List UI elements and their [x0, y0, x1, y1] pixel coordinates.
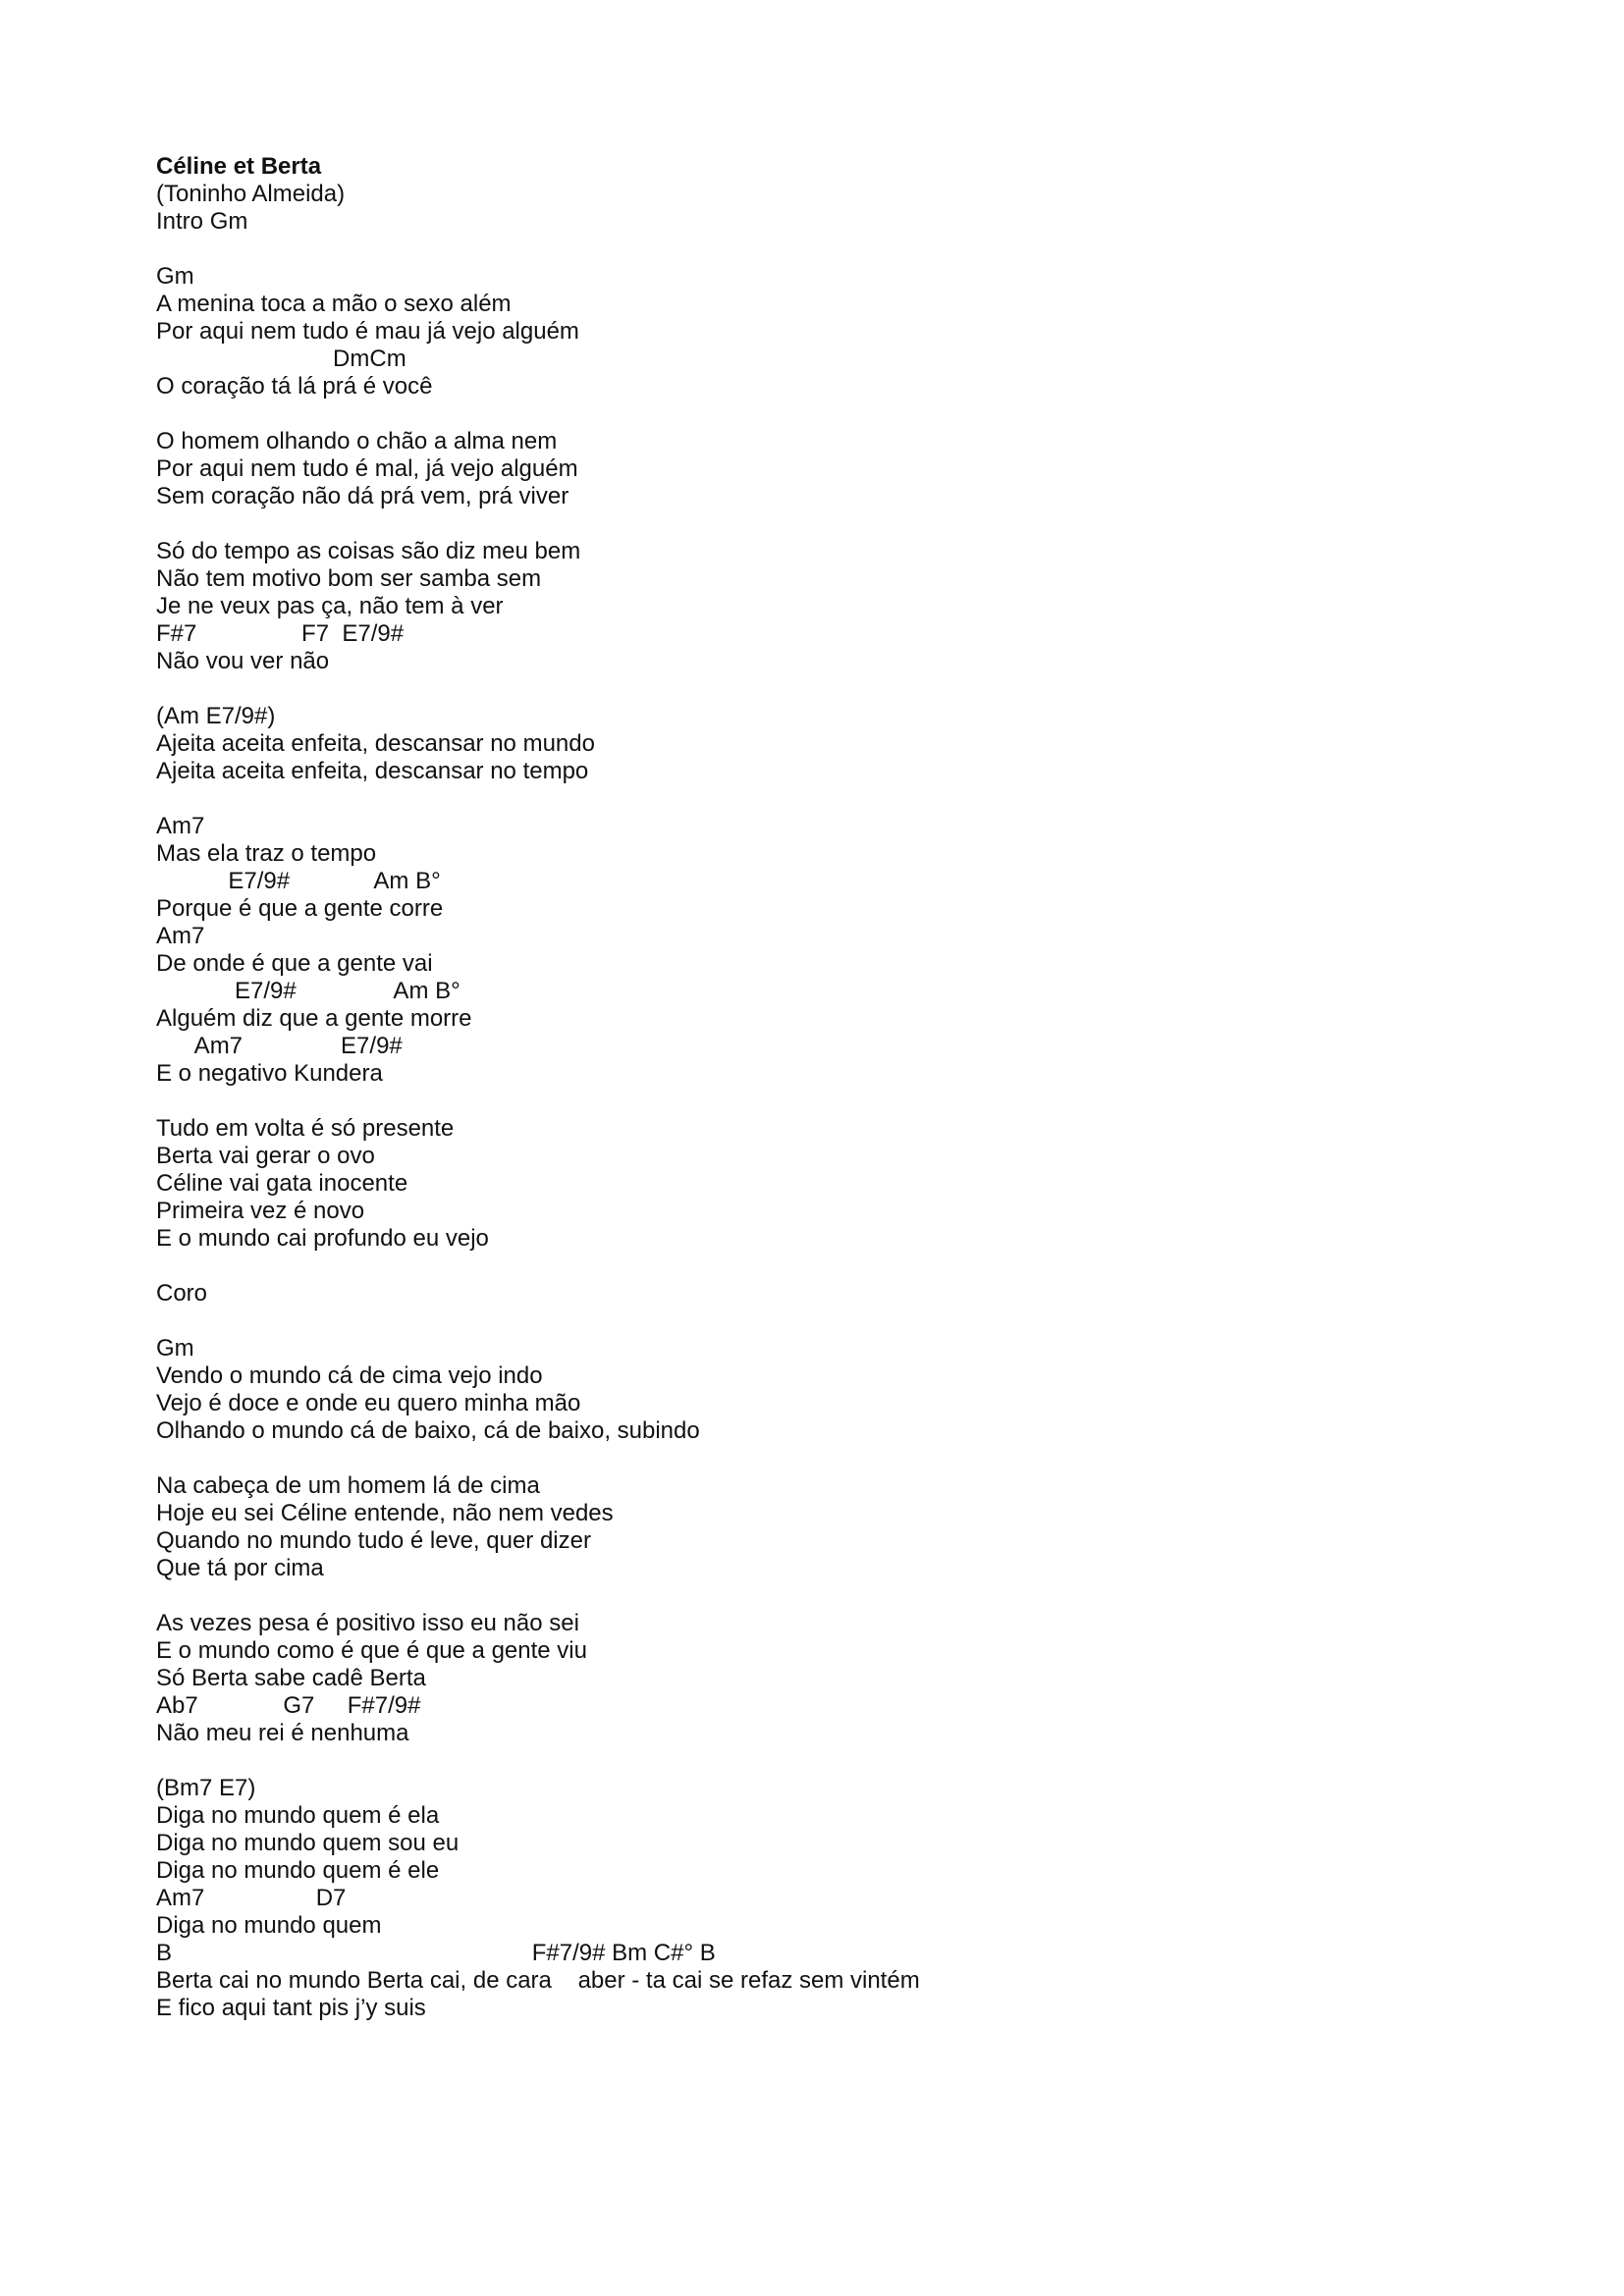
lyric-line: (Am E7/9#) — [156, 703, 276, 729]
lyric-line: Não meu rei é nenhuma — [156, 1720, 409, 1746]
lyric-line: Quando no mundo tudo é leve, quer dizer — [156, 1527, 591, 1554]
lyric-line: Am7 D7 — [156, 1885, 347, 1911]
lyric-line: A menina toca a mão o sexo além — [156, 291, 512, 317]
lyric-line: (Bm7 E7) — [156, 1775, 256, 1801]
lyric-line — [156, 400, 1531, 428]
lyric-line: Mas ela traz o tempo — [156, 840, 377, 867]
lyric-line: As vezes pesa é positivo isso eu não sei — [156, 1610, 579, 1636]
lyric-line: B F#7/9# Bm C#° B — [156, 1940, 716, 1966]
lyric-line: Coro — [156, 1280, 208, 1307]
lyric-line: Vejo é doce e onde eu quero minha mão — [156, 1390, 581, 1416]
lyric-line: Ajeita aceita enfeita, descansar no tempo — [156, 758, 589, 784]
lyric-line: Ajeita aceita enfeita, descansar no mundo — [156, 730, 595, 757]
lyric-line: Alguém diz que a gente morre — [156, 1005, 472, 1032]
chord-sheet — [156, 153, 1531, 2022]
lyric-line: Diga no mundo quem é ela — [156, 1802, 440, 1829]
lyric-line: O homem olhando o chão a alma nem — [156, 428, 558, 454]
lyric-line — [156, 675, 1531, 703]
lyric-line: Céline vai gata inocente — [156, 1170, 408, 1197]
lyric-line: E fico aqui tant pis j’y suis — [156, 1995, 426, 2021]
lyric-line: E7/9# Am B° — [156, 978, 460, 1004]
lyric-line: E o mundo cai profundo eu vejo — [156, 1225, 489, 1252]
lyric-line: E o mundo como é que é que a gente viu — [156, 1637, 587, 1664]
song-intro: Intro Gm — [156, 208, 248, 235]
lyric-line — [156, 1445, 1531, 1472]
lyric-line: E o negativo Kundera — [156, 1060, 383, 1087]
lyric-line: Berta vai gerar o ovo — [156, 1143, 375, 1169]
lyric-line: Am7 — [156, 923, 205, 949]
lyric-line: DmCm — [156, 346, 406, 372]
lyric-line: E7/9# Am B° — [156, 868, 441, 894]
lyrics-body — [156, 236, 1531, 2022]
lyric-line — [156, 1582, 1531, 1610]
lyric-line: Olhando o mundo cá de baixo, cá de baixo, subindo — [156, 1417, 700, 1444]
lyric-line — [156, 785, 1531, 813]
lyric-line: Por aqui nem tudo é mal, já vejo alguém — [156, 455, 578, 482]
lyric-line: Só Berta sabe cadê Berta — [156, 1665, 426, 1691]
lyric-line: Que tá por cima — [156, 1555, 324, 1581]
lyric-line: Diga no mundo quem — [156, 1912, 382, 1939]
lyric-line: Diga no mundo quem é ele — [156, 1857, 440, 1884]
lyric-line: De onde é que a gente vai — [156, 950, 433, 977]
lyric-line: Am7 — [156, 813, 205, 839]
lyric-line: Na cabeça de um homem lá de cima — [156, 1472, 540, 1499]
lyric-line: Hoje eu sei Céline entende, não nem vedes — [156, 1500, 614, 1526]
lyric-line: Gm — [156, 263, 194, 290]
lyric-line: F#7 F7 E7/9# — [156, 620, 405, 647]
lyric-line: Gm — [156, 1335, 194, 1362]
lyric-line: Berta cai no mundo Berta cai, de cara aber - ta cai se refaz sem vintém — [156, 1967, 920, 1994]
lyric-line — [156, 1253, 1531, 1280]
lyric-line: Por aqui nem tudo é mau já vejo alguém — [156, 318, 579, 345]
lyric-line: Não vou ver não — [156, 648, 330, 674]
lyric-line: Am7 E7/9# — [156, 1033, 403, 1059]
lyric-line: Je ne veux pas ça, não tem à ver — [156, 593, 504, 619]
song-composer: (Toninho Almeida) — [156, 181, 346, 207]
lyric-line — [156, 1308, 1531, 1335]
song-title: Céline et Berta — [156, 153, 322, 180]
lyric-line: Sem coração não dá prá vem, prá viver — [156, 483, 569, 509]
lyric-line — [156, 1088, 1531, 1115]
lyric-line: Não tem motivo bom ser samba sem — [156, 565, 542, 592]
lyric-line: Porque é que a gente corre — [156, 895, 444, 922]
lyric-line: Tudo em volta é só presente — [156, 1115, 455, 1142]
lyric-line: Ab7 G7 F#7/9# — [156, 1692, 421, 1719]
lyric-line: Diga no mundo quem sou eu — [156, 1830, 460, 1856]
lyric-line: Só do tempo as coisas são diz meu bem — [156, 538, 581, 564]
lyric-line — [156, 510, 1531, 538]
lyric-line: Vendo o mundo cá de cima vejo indo — [156, 1362, 543, 1389]
lyric-line: O coração tá lá prá é você — [156, 373, 433, 400]
lyric-line — [156, 1747, 1531, 1775]
lyric-line: Primeira vez é novo — [156, 1198, 365, 1224]
lyric-line — [156, 236, 1531, 263]
